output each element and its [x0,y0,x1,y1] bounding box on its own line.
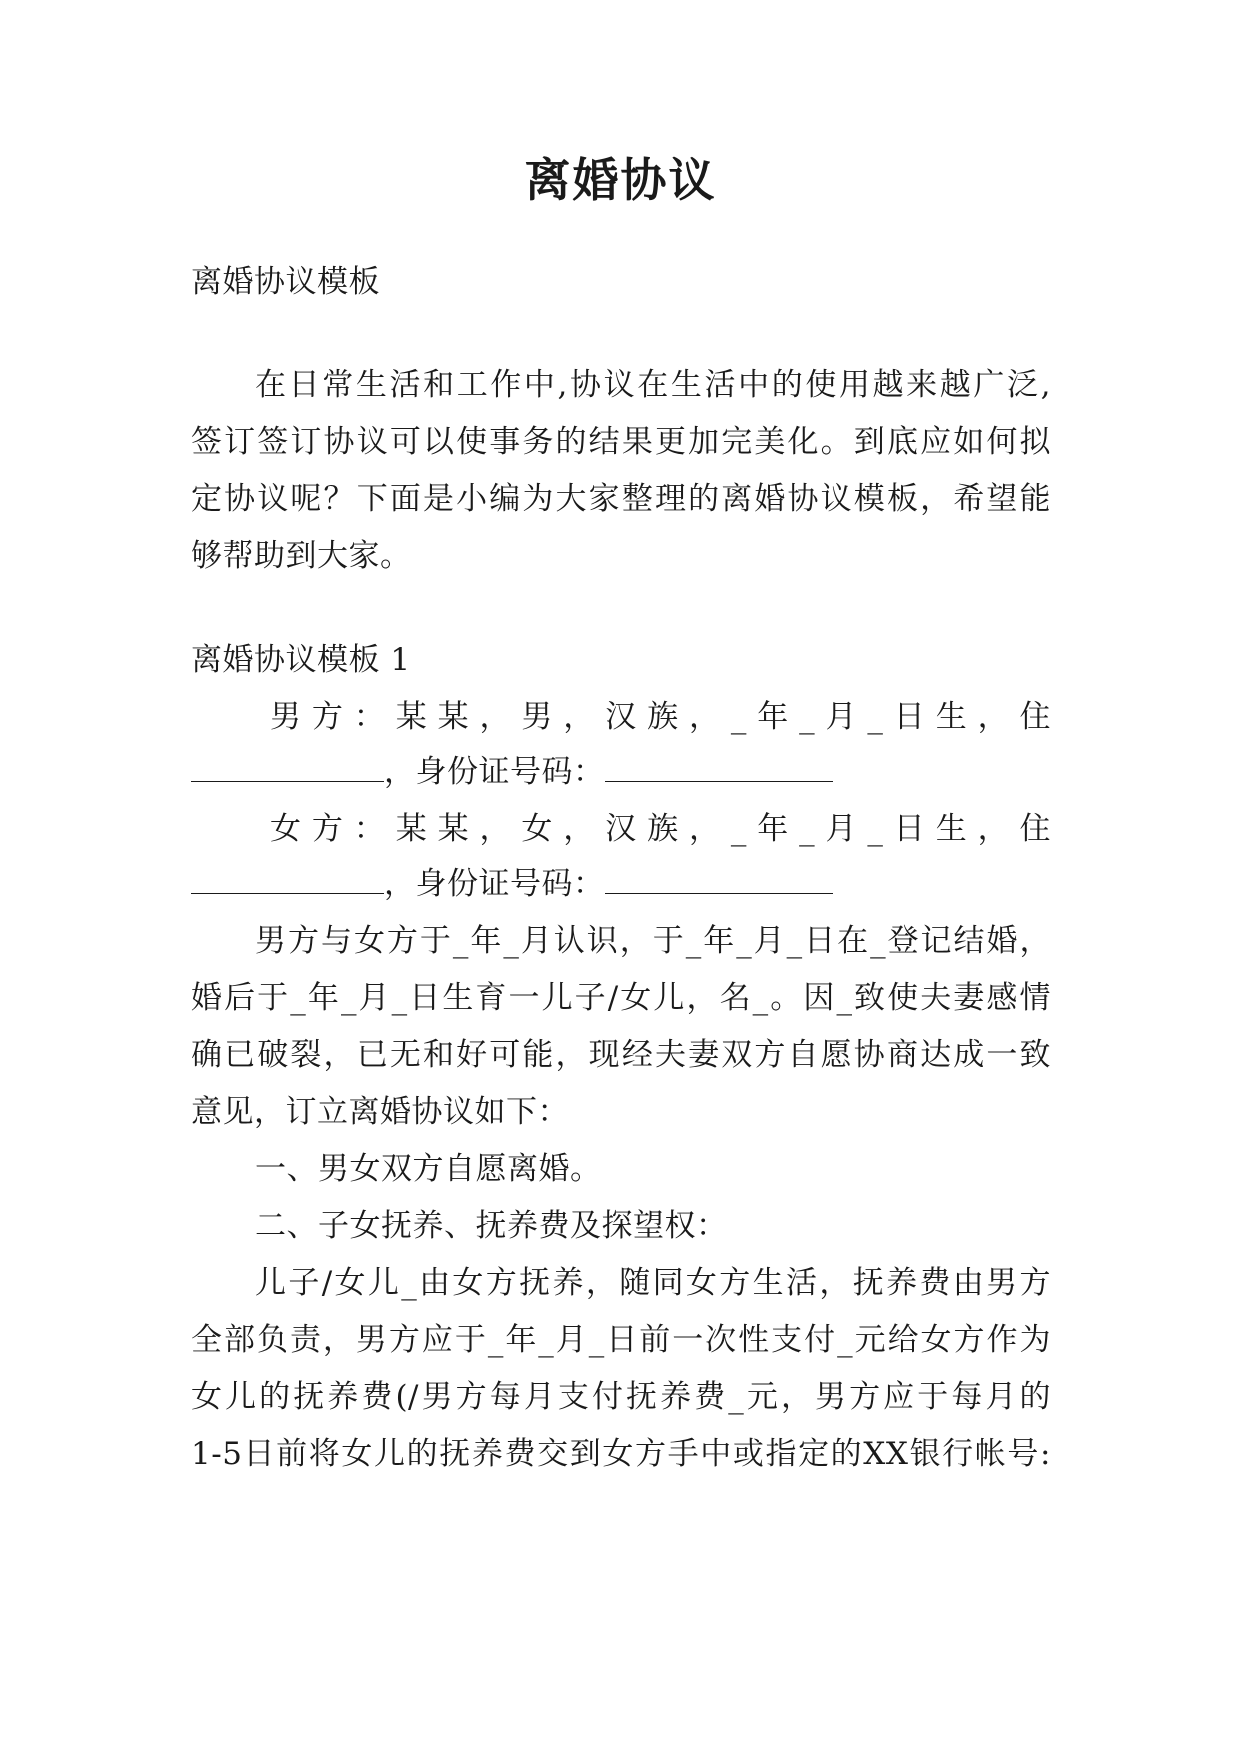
address-blank [191,757,384,782]
section-heading: 离婚协议模板 1 [191,642,411,678]
background-line-2: 婚后于_年_月_日生育一儿子/女儿，名_。因_致使夫妻感情 [191,980,1051,1016]
custody-line-1: 儿子/女儿_由女方抚养，随同女方生活，抚养费由男方 [255,1265,1051,1301]
male-party-line-1: 男 方 ： 某 某 ， 男 ， 汉 族 ， _ 年 _ 月 _ 日 生 ， 住 [270,699,1051,735]
id-number-blank [605,757,833,782]
intro-line-4: 够帮助到大家。 [191,538,412,574]
document-title: 离婚协议 [524,153,717,207]
id-number-label: ，身份证号码： [384,754,605,790]
male-party-line-2 [191,748,1051,796]
intro-line-2: 签订签订协议可以使事务的结果更加完美化。到底应如何拟 [191,424,1051,460]
id-number-blank [605,869,833,894]
id-number-label: ，身份证号码： [384,866,605,902]
female-party-line-1: 女 方 ： 某 某 ， 女 ， 汉 族 ， _ 年 _ 月 _ 日 生 ， 住 [270,811,1051,847]
clause-2: 二、子女抚养、抚养费及探望权： [255,1208,728,1244]
address-blank [191,869,384,894]
background-line-3: 确已破裂，已无和好可能，现经夫妻双方自愿协商达成一致 [191,1037,1051,1073]
background-line-4: 意见，订立离婚协议如下： [191,1094,569,1130]
background-line-1: 男方与女方于_年_月认识，于_年_月_日在_登记结婚， [255,923,1051,959]
custody-line-2: 全部负责，男方应于_年_月_日前一次性支付_元给女方作为 [191,1322,1051,1358]
custody-line-4: 1-5日前将女儿的抚养费交到女方手中或指定的XX银行帐号: [191,1436,1051,1472]
clause-1: 一、男女双方自愿离婚。 [255,1151,602,1187]
subtitle: 离婚协议模板 [191,264,380,300]
female-party-line-2 [191,860,1051,908]
custody-line-3: 女儿的抚养费(/男方每月支付抚养费_元，男方应于每月的 [191,1379,1051,1415]
intro-line-3: 定协议呢？下面是小编为大家整理的离婚协议模板，希望能 [191,481,1051,517]
intro-line-1: 在日常生活和工作中,协议在生活中的使用越来越广泛, [255,367,1051,403]
